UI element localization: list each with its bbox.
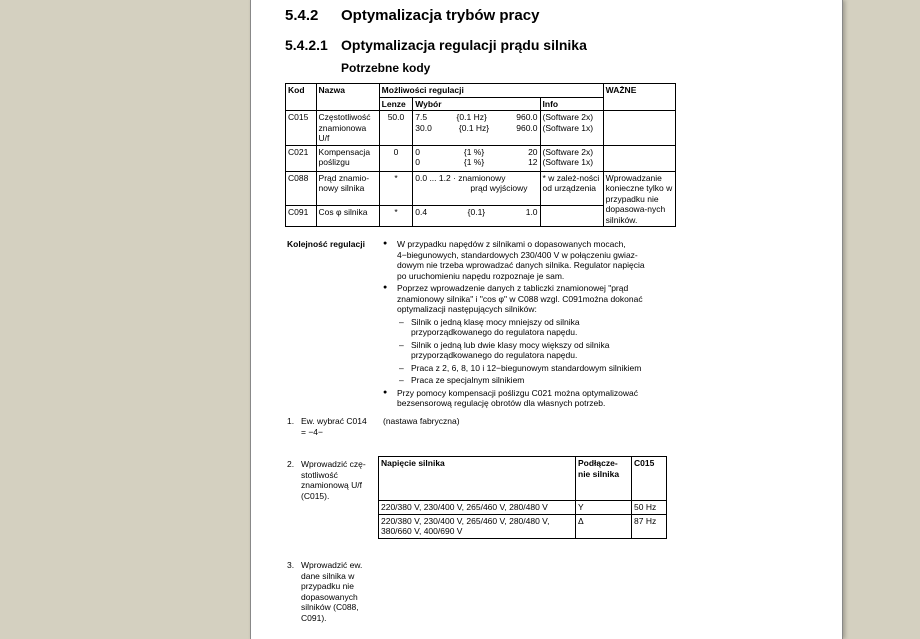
list-item: – Praca ze specjalnym silnikiem <box>397 375 653 386</box>
kolejnosc-label: Kolejność regulacji <box>287 239 365 249</box>
col-info: Info <box>540 97 603 111</box>
document-page: 5.4.2 Optymalizacja trybów pracy 5.4.2.1 Optymalizacja regulacji prądu silnika Potrzebne kody Kod Nazwa Możliwości regulacji WAŻNE Lenze Wybór Info C015 Częstotliwość znamionowa U/f 50.0 7.5 {0.1 Hz} 960.0 30.0 {0.1 Hz} 960.0 (Software 2x) (Software 1x) C021 Kompensacja poślizgu 0 0 {1 %} 20 0 {1 %} 12 (Software 2x) (Software 1x) C088 Prąd znamio-nowy silnika * 0.0 ... 1.2 · znamionowy prąd wyjściowy * w zależ-ności od urządzenia Wprowadzanie konieczne tylko w przypadku nie dopasowa-nych silników. C091 Cos φ silnika * 0.4 {0.1} 1.0 Kolejność regulacji ● W przypadku napędów z silnikami o dopasowanych mocach, 4−biegunowych, standardowych 230/400 V w połączeniu gwiaz-dowym nie trzeba wprowadzać danych silnika. Regulator napięcia po uruchomieniu napędu rozpoznaje je sam. ● Poprzez wprowadzenie danych z tabliczki znamionowej "prąd znamionowy silnika" i "cos φ" w C088 wzgl. C091można dokonać optymalizacji następujących silników: – Silnik o jedną klasę mocy mniejszy od silnika przyporządkowanego do regulatora napędu. – Silnik o jedną lub dwie klasy mocy większy od silnika przyporządkowanego do regulatora napędu. – Praca z 2, 6, 8, 10 i 12−biegunowym standardowym silnikiem – Praca ze specjalnym silnikiem ● Przy pomocy kompensacji poślizgu C021 można optymalizować bezsensorową regulację obrotów dla własnych potrzeb. 1. Ew. wybrać C014 = −4− (nastawa fabryczna) 2. Wprowadzić czę-stotliwość znamionową U/f (C015). Napięcie silnika Podłącze-nie silnika C015 220/380 V, 230/400 V, 265/460 V, 280/480 V Y 50 Hz 220/380 V, 230/400 V, 265/460 V, 280/480 V, 380/660 V, 400/690 V Δ 87 Hz 3. Wprowadzić ew. dane silnika w przypadku nie dopasowanych silników (C088, C091). <box>250 0 843 639</box>
table-row: C021 Kompensacja poślizgu 0 0 {1 %} 20 0 {1 %} 12 (Software 2x) (Software 1x) <box>286 145 676 171</box>
col-wazne: WAŻNE <box>603 84 675 111</box>
list-item: ● Przy pomocy kompensacji poślizgu C021 można optymalizować bezsensorową regulację obrotów dla własnych potrzeb. <box>383 388 653 409</box>
kolejnosc-list <box>383 239 653 411</box>
list-item: ● W przypadku napędów z silnikami o dopasowanych mocach, 4−biegunowych, standardowych 230/400 V w połączeniu gwiaz-dowym nie trzeba wprowadzać danych silnika. Regulator napięcia po uruchomieniu napędu rozpoznaje je sam. <box>383 239 653 281</box>
list-item: – Praca z 2, 6, 8, 10 i 12−biegunowym standardowym silnikiem <box>397 363 653 374</box>
step-1-note: (nastawa fabryczna) <box>383 416 460 426</box>
list-item: – Silnik o jedną klasę mocy mniejszy od silnika przyporządkowanego do regulatora napędu. <box>397 317 653 338</box>
col-wybor: Wybór <box>413 97 540 111</box>
col-lenze: Lenze <box>379 97 413 111</box>
table-row: C091 Cos φ silnika * 0.4 {0.1} 1.0 <box>286 205 676 226</box>
col-nazwa: Nazwa <box>316 84 379 111</box>
col-mozliwosci: Możliwości regulacji <box>379 84 603 98</box>
list-item: ● Poprzez wprowadzenie danych z tabliczki znamionowej "prąd znamionowy silnika" i "cos φ" w C088 wzgl. C091można dokonać optymalizacji następujących silników: <box>383 283 653 315</box>
dash-list <box>383 317 653 386</box>
col-kod: Kod <box>286 84 317 111</box>
voltage-table: Napięcie silnika Podłącze-nie silnika C015 220/380 V, 230/400 V, 265/460 V, 280/480 V Y 50 Hz 220/380 V, 230/400 V, 265/460 V, 280/480 V, 380/660 V, 400/690 V Δ 87 Hz <box>378 456 667 539</box>
table-row: C015 Częstotliwość znamionowa U/f 50.0 7.5 {0.1 Hz} 960.0 30.0 {0.1 Hz} 960.0 (Software 2x) (Software 1x) <box>286 111 676 146</box>
codes-table <box>285 83 676 227</box>
table-row: 220/380 V, 230/400 V, 265/460 V, 280/480 V, 380/660 V, 400/690 V Δ 87 Hz <box>379 514 667 538</box>
heading-5-4-2-1: 5.4.2.1 Optymalizacja regulacji prądu silnika <box>285 37 587 53</box>
list-item: – Silnik o jedną lub dwie klasy mocy większy od silnika przyporządkowanego do regulatora napędu. <box>397 340 653 361</box>
table-row: C088 Prąd znamio-nowy silnika * 0.0 ... 1.2 · znamionowy prąd wyjściowy * w zależ-ności od urządzenia Wprowadzanie konieczne tylko w przypadku nie dopasowa-nych silników. <box>286 171 676 205</box>
heading-5-4-2: 5.4.2 Optymalizacja trybów pracy <box>285 7 540 24</box>
table-row: 220/380 V, 230/400 V, 265/460 V, 280/480 V Y 50 Hz <box>379 501 667 515</box>
subheading: Potrzebne kody <box>341 61 431 75</box>
